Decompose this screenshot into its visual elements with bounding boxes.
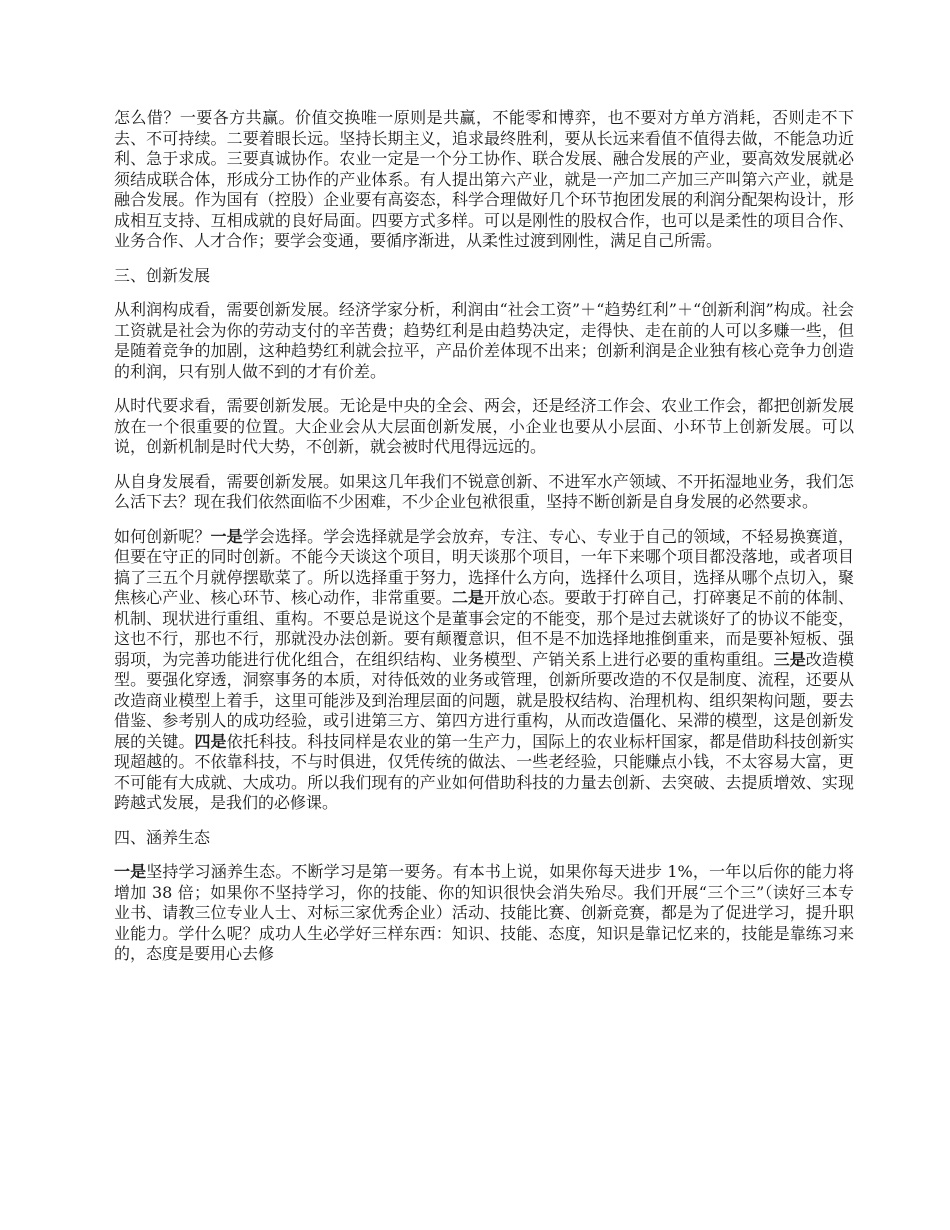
- paragraph-partnership: [114, 108, 854, 252]
- paragraph-learning: [114, 862, 854, 965]
- paragraph-how-to-innovate: [114, 527, 854, 814]
- heading-text: 四、涵养生态: [114, 827, 211, 847]
- text-run: 改造模型。要强化穿透，洞察事务的本质，对待低效的业务或管理，创新所要改造的不仅是制度、流程，还要从改造商业模型上着手，这里可能涉及到治理层面的问题，就是股权结构、治理机构、组织架构问题，要去借鉴、参考别人的成功经验，或引进第三方、第四方进行重构，从而改造僵化、呆滞的模型，这是创新发展的关键。: [114, 649, 854, 751]
- heading-text: 三、创新发展: [114, 265, 211, 285]
- section-heading-innovation: [114, 266, 854, 287]
- text-run: 怎么借？一要各方共赢。价值交换唯一原则是共赢，不能零和博弈，也不要对方单方消耗，否则走不下去、不可持续。二要着眼长远。坚持长期主义，追求最终胜利，要从长远来看值不值得去做，不能急功近利、急于求成。三要真诚协作。农业一定是一个分工协作、联合发展、融合发展的产业，要高效发展就必须结成联合体，形成分工协作的产业体系。有人提出第六产业，就是一产加二产加三产叫第六产业，就是融合发展。作为国有（控股）企业要有高姿态，科学合理做好几个环节抱团发展的利润分配架构设计，形成相互支持、互相成就的良好局面。四要方式多样。可以是刚性的股权合作，也可以是柔性的项目合作、业务合作、人才合作；要学会变通，要循序渐进，从柔性过渡到刚性，满足自己所需。: [114, 108, 854, 250]
- text-run: 从自身发展看，需要创新发展。如果这几年我们不锐意创新、不进军水产领域、不开拓湿地业务，我们怎么活下去？现在我们依然面临不少困难，不少企业包袱很重，坚持不断创新是自身发展的必然要求。: [114, 471, 854, 511]
- section-heading-ecology: [114, 828, 854, 849]
- paragraph-era-requirements: [114, 396, 854, 458]
- bold-marker: 一是: [210, 526, 243, 546]
- text-run: 开放心态。要敢于打碎自己，打碎裹足不前的体制、机制、现状进行重组、重构。不要总是说这个是董事会定的不能变，那个是过去就谈好了的协议不能变，这也不行，那也不行，那就没办法创新。要有颠覆意识，但不是不加选择地推倒重来，而是要补短板、强弱项，为完善功能进行优化组合，在组织结构、业务模型、产销关系上进行必要的重构重组。: [114, 588, 854, 669]
- text-run: 学会选择。学会选择就是学会放弃，专注、专心、专业于自己的领域，不轻易换赛道，但要在守正的同时创新。不能今天谈这个项目，明天谈那个项目，一年下来哪个项目都没落地，或者项目搞了三五个月就停摆歇菜了。所以选择重于努力，选择什么方向，选择什么项目，选择从哪个点切入，聚焦核心产业、核心环节、核心动作，非常重要。: [114, 526, 854, 607]
- bold-marker: 二是: [451, 588, 485, 607]
- bold-marker: 四是: [194, 731, 227, 751]
- bold-marker: 一是: [114, 862, 147, 881]
- text-run: 从时代要求看，需要创新发展。无论是中央的全会、两会，还是经济工作会、农业工作会，都把创新发展放在一个很重要的位置。大企业会从大层面创新发展，小企业也要从小层面、小环节上创新发展。可以说，创新机制是时代大势，不创新，就会被时代甩得远远的。: [114, 396, 854, 456]
- paragraph-self-development: [114, 472, 854, 513]
- text-run: 依托科技。科技同样是农业的第一生产力，国际上的农业标杆国家，都是借助科技创新实现超越的。不依靠科技，不与时俱进，仅凭传统的做法、一些老经验，只能赚点小钱，不太容易大富，更不可能有大成就、大成功。所以我们现有的产业如何借助科技的力量去创新、去突破、去提质增效、实现跨越式发展，是我们的必修课。: [114, 731, 854, 812]
- document-page: [114, 108, 854, 979]
- paragraph-profit-structure: [114, 300, 854, 382]
- text-run: 从利润构成看，需要创新发展。经济学家分析，利润由“社会工资”＋“趋势红利”＋“创新利润”构成。社会工资就是社会为你的劳动支付的辛苦费；趋势红利是由趋势决定，走得快、走在前的人可以多赚一些，但是随着竞争的加剧，这种趋势红利就会拉平，产品价差体现不出来；创新利润是企业独有核心竞争力创造的利润，只有别人做不到的才有价差。: [114, 300, 854, 381]
- text-run: 坚持学习涵养生态。不断学习是第一要务。有本书上说，如果你每天进步 1%，一年以后你的能力将增加 38 倍；如果你不坚持学习，你的技能、你的知识很快会消失殆尽。我们开展“三个三”（读好三本专业书、请教三位专业人士、对标三家优秀企业）活动、技能比赛、创新竞赛，都是为了促进学习，提升职业能力。学什么呢？成功人生必学好三样东西：知识、技能、态度，知识是靠记忆来的，技能是靠练习来的，态度是要用心去修: [114, 862, 854, 963]
- text-run: 如何创新呢？: [114, 526, 211, 546]
- bold-marker: 三是: [773, 649, 806, 669]
